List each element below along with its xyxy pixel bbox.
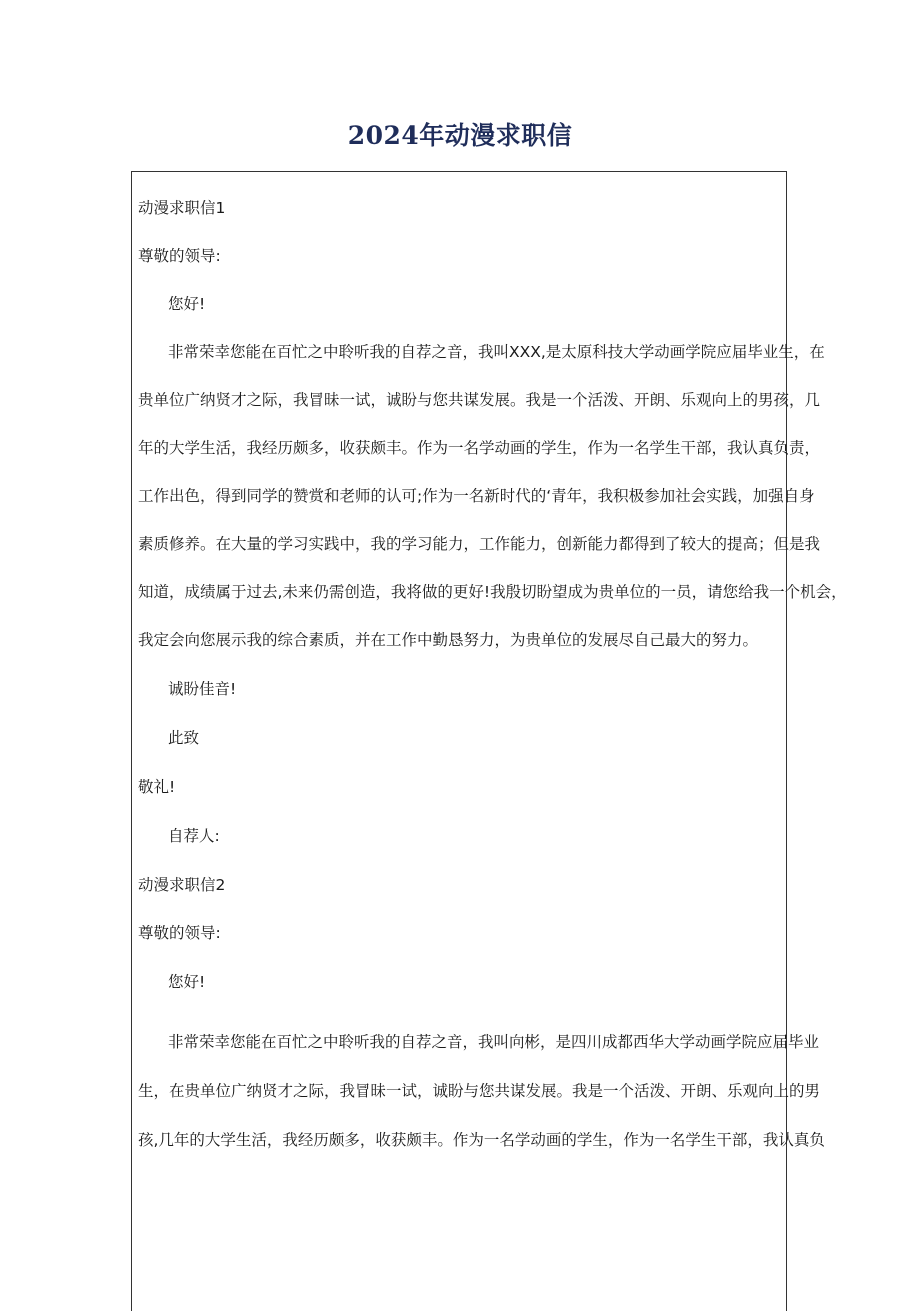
letter1-closing-1: 此致 — [168, 729, 200, 747]
letter2-body-line: 生，在贵单位广纳贤才之际，我冒昧一试，诚盼与您共谋发展。我是一个活泼、开朗、乐观向上的男 — [138, 1082, 821, 1100]
letter2-heading: 动漫求职信2 — [138, 876, 226, 894]
letter1-greeting: 您好! — [168, 295, 206, 313]
document-title: 2024年动漫求职信 — [347, 121, 573, 150]
letter1-body-line: 工作出色，得到同学的赞赏和老师的认可;作为一名新时代的‘青年，我积极参加社会实践，加强自身 — [138, 487, 815, 505]
letter1-body-line: 年的大学生活，我经历颇多，收获颇丰。作为一名学动画的学生，作为一名学生干部，我认真负责， — [138, 439, 821, 457]
letter-content-box — [131, 171, 847, 1311]
letter1-body-line: 知道，成绩属于过去,未来仍需创造，我将做的更好!我殷切盼望成为贵单位的一员，请您给我一个机会， — [138, 583, 847, 601]
letter1-body-line: 我定会向您展示我的综合素质，并在工作中勤恳努力，为贵单位的发展尽自己最大的努力。 — [138, 631, 759, 649]
letter1-salutation: 尊敬的领导: — [138, 247, 221, 265]
letter1-body-line: 非常荣幸您能在百忙之中聆听我的自荐之音，我叫XXX,是太原科技大学动画学院应届毕业生，在 — [168, 343, 825, 361]
letter2-body-line: 非常荣幸您能在百忙之中聆听我的自荐之音，我叫向彬，是四川成都西华大学动画学院应届毕业 — [168, 1033, 820, 1051]
letter1-body-line: 贵单位广纳贤才之际，我冒昧一试，诚盼与您共谋发展。我是一个活泼、开朗、乐观向上的男孩，几 — [138, 391, 821, 409]
letter1-heading: 动漫求职信1 — [138, 199, 226, 217]
letter1-closing-hope: 诚盼佳音! — [168, 680, 237, 698]
letter2-greeting: 您好! — [168, 973, 206, 991]
letter2-salutation: 尊敬的领导: — [138, 924, 221, 942]
letter1-closing-2: 敬礼! — [138, 778, 176, 796]
letter2-body-line: 孩,几年的大学生活，我经历颇多，收获颇丰。作为一名学动画的学生，作为一名学生干部，我认真负 — [138, 1131, 825, 1149]
letter1-signature: 自荐人: — [168, 827, 220, 845]
letter1-body-line: 素质修养。在大量的学习实践中，我的学习能力，工作能力，创新能力都得到了较大的提高；但是我 — [138, 535, 821, 553]
